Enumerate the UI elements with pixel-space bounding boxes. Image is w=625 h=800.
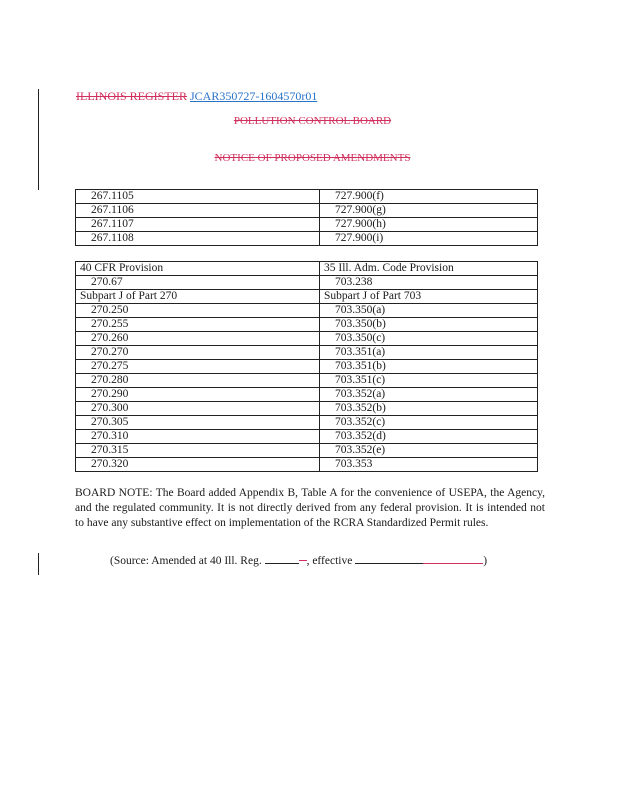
- board-note: BOARD NOTE: The Board added Appendix B, Table A for the convenience of USEPA, the Agency, and the regulated community. It is not directly derived from any federal provision. It is intended not to have any substantive effect on implementation of the RCRA Standardized Permit rules.: [75, 487, 545, 529]
- provision-table-continued: [75, 189, 538, 246]
- cfr-cell: 270.255: [76, 318, 320, 332]
- column-header-cfr: 40 CFR Provision: [76, 262, 320, 276]
- inserted-dash-mark: [299, 560, 307, 561]
- cfr-cell: 270.250: [76, 304, 320, 318]
- table-row: [76, 204, 538, 218]
- cfr-cell: 270.300: [76, 402, 320, 416]
- table-row: [76, 388, 538, 402]
- table-row: [76, 458, 538, 472]
- table-row: [76, 190, 538, 204]
- table-row: [76, 332, 538, 346]
- board-heading: [0, 115, 625, 127]
- iac-cell: 703.352(c): [320, 416, 538, 430]
- table-row: [76, 416, 538, 430]
- cfr-cell: 270.67: [76, 276, 320, 290]
- cfr-cell: 270.305: [76, 416, 320, 430]
- table-row: [76, 346, 538, 360]
- iac-cell: 727.900(h): [320, 218, 538, 232]
- iac-cell: 703.352(a): [320, 388, 538, 402]
- source-line: [110, 555, 487, 567]
- register-inserted-text: JCAR350727-1604570r01: [190, 89, 318, 103]
- provision-table-part-270: [75, 261, 538, 472]
- iac-cell: Subpart J of Part 703: [320, 290, 538, 304]
- source-suffix: ): [483, 555, 488, 567]
- register-deleted-text: ILLINOIS REGISTER: [76, 89, 187, 103]
- table-row: [76, 232, 538, 246]
- iac-cell: 727.900(f): [320, 190, 538, 204]
- cfr-cell: 270.315: [76, 444, 320, 458]
- table-row: [76, 290, 538, 304]
- cfr-cell: 267.1105: [76, 190, 320, 204]
- change-bar-top: [38, 89, 39, 190]
- iac-cell: 703.351(b): [320, 360, 538, 374]
- table-row: [76, 402, 538, 416]
- register-volume-blank: [265, 563, 299, 564]
- notice-heading: [0, 152, 625, 164]
- table-row: [76, 444, 538, 458]
- effective-date-inserted-blank: [423, 563, 483, 564]
- cfr-cell: 267.1107: [76, 218, 320, 232]
- iac-cell: 703.350(b): [320, 318, 538, 332]
- cfr-cell: Subpart J of Part 270: [76, 290, 320, 304]
- table-row: [76, 360, 538, 374]
- iac-cell: 727.900(i): [320, 232, 538, 246]
- notice-heading-text: NOTICE OF PROPOSED AMENDMENTS: [214, 152, 411, 164]
- iac-cell: 703.351(c): [320, 374, 538, 388]
- iac-cell: 703.350(c): [320, 332, 538, 346]
- table-row: [76, 318, 538, 332]
- change-bar-bottom: [38, 553, 39, 575]
- cfr-cell: 270.275: [76, 360, 320, 374]
- iac-cell: 703.350(a): [320, 304, 538, 318]
- table-row: [76, 276, 538, 290]
- iac-cell: 703.352(b): [320, 402, 538, 416]
- table-row: [76, 304, 538, 318]
- iac-cell: 703.351(a): [320, 346, 538, 360]
- cfr-cell: 270.260: [76, 332, 320, 346]
- column-header-iac: 35 Ill. Adm. Code Provision: [320, 262, 538, 276]
- table-row: [76, 218, 538, 232]
- iac-cell: 703.238: [320, 276, 538, 290]
- cfr-cell: 270.290: [76, 388, 320, 402]
- cfr-cell: 267.1106: [76, 204, 320, 218]
- table-row: [76, 374, 538, 388]
- cfr-cell: 270.320: [76, 458, 320, 472]
- source-prefix: (Source: Amended at 40 Ill. Reg.: [110, 555, 262, 567]
- register-header: [76, 89, 317, 104]
- cfr-cell: 270.310: [76, 430, 320, 444]
- source-middle: , effective: [306, 555, 353, 567]
- board-heading-text: POLLUTION CONTROL BOARD: [233, 115, 392, 127]
- iac-cell: 703.352(e): [320, 444, 538, 458]
- effective-date-blank: [355, 563, 423, 564]
- cfr-cell: 270.270: [76, 346, 320, 360]
- iac-cell: 727.900(g): [320, 204, 538, 218]
- cfr-cell: 267.1108: [76, 232, 320, 246]
- iac-cell: 703.353: [320, 458, 538, 472]
- table-row: [76, 430, 538, 444]
- iac-cell: 703.352(d): [320, 430, 538, 444]
- cfr-cell: 270.280: [76, 374, 320, 388]
- table-header-row: [76, 262, 538, 276]
